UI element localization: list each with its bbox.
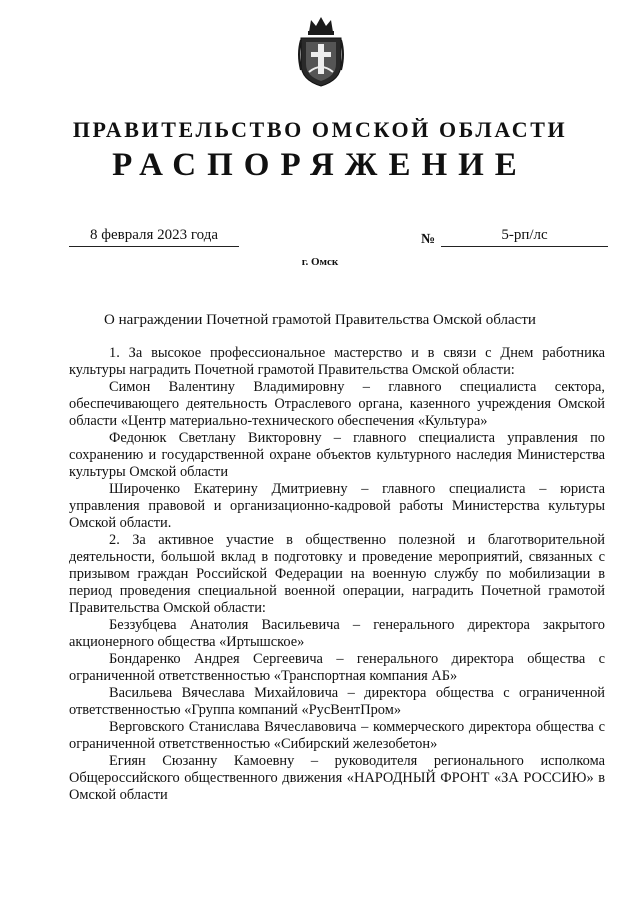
awardee-vergovsky: Верговского Станислава Вячеславовича – коммерческого директора общества с ограниченной ответственностью «Сибирский железобетон» <box>69 719 605 752</box>
awardee-bezzubtsev: Беззубцева Анатолия Васильевича – генерального директора закрытого акционерного общества «Иртышское» <box>69 617 605 650</box>
paragraph-2: 2. За активное участие в общественно полезной и благотворительной деятельности, большой вклад в подготовку и проведение мероприятий, связанных с призывом граждан Российской Федерации на военную службу по мобилизации в период проведения специальной военной операции, наградить Почетной грамотой Правительства Омской области: <box>69 532 605 616</box>
omsk-coat-of-arms-icon <box>297 14 345 88</box>
document-body <box>69 345 605 804</box>
awardee-egiyan: Егиян Сюзанну Камоевну – руководителя регионального исполкома Общероссийского общественного движения «НАРОДНЫЙ ФРОНТ «ЗА РОССИЮ» в Омской области <box>69 753 605 803</box>
awardee-vasiliev: Васильева Вячеслава Михайловича – директора общества с ограниченной ответственностью «Группа компаний «РусВентПром» <box>69 685 605 718</box>
city-label: г. Омск <box>301 256 339 268</box>
awardee-shirochenko: Широченко Екатерину Дмитриевну – главного специалиста – юриста управления правовой и организационно-кадровой работы Министерства культуры Омской области. <box>69 481 605 531</box>
awardee-bondarenko: Бондаренко Андрея Сергеевича – генерального директора общества с ограниченной ответственностью «Транспортная компания АБ» <box>69 651 605 684</box>
number-sign: № <box>421 232 436 247</box>
awardee-fedonyuk: Федонюк Светлану Викторовну – главного специалиста управления по сохранению и государственной охране объектов культурного наследия Министерства культуры Омской области <box>69 430 605 480</box>
awardee-simon: Симон Валентину Владимировну – главного специалиста сектора, обеспечивающего деятельность Отраслевого органа, казенного учреждения Омской области «Центр материально-технического обеспечения «Культура» <box>69 379 605 429</box>
document-subject: О награждении Почетной грамотой Правительства Омской области <box>104 312 536 328</box>
paragraph-1: 1. За высокое профессиональное мастерство и в связи с Днем работника культуры наградить Почетной грамотой Правительства Омской области: <box>69 345 605 378</box>
document-date: 8 февраля 2023 года <box>69 226 239 247</box>
document-type-title: РАСПОРЯЖЕНИЕ <box>112 147 528 183</box>
government-title: ПРАВИТЕЛЬСТВО ОМСКОЙ ОБЛАСТИ <box>72 117 568 142</box>
document-number: 5-рп/лс <box>441 226 608 247</box>
